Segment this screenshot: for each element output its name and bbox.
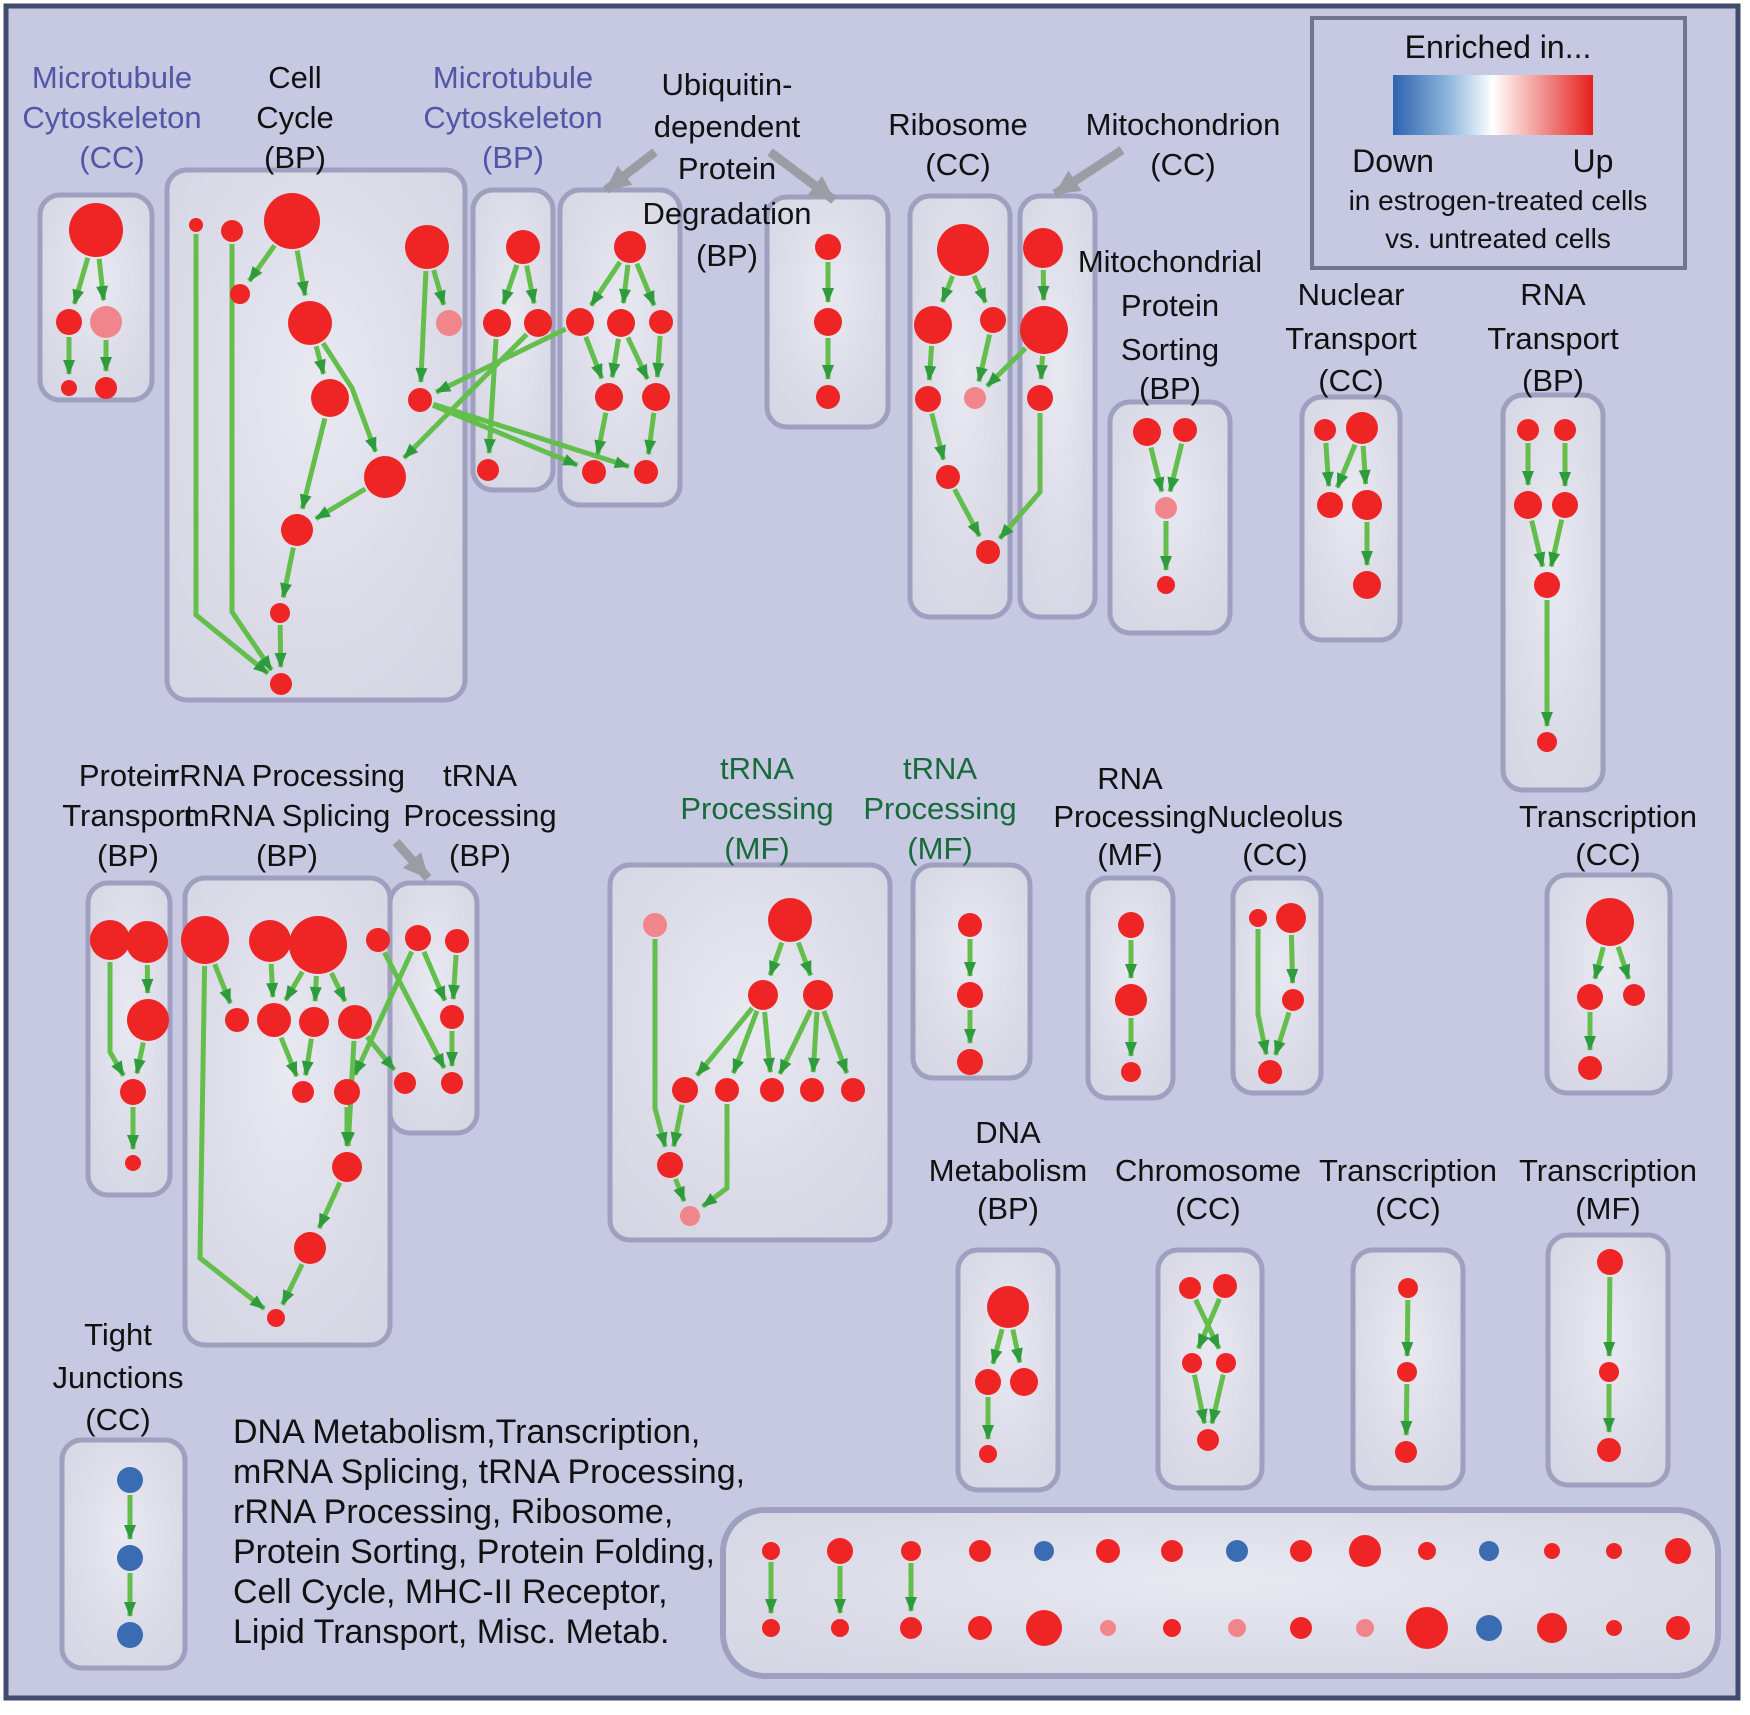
rna-processing-mf-label: Processing (1053, 799, 1207, 834)
node-pink (964, 387, 986, 409)
node-red (1020, 306, 1068, 354)
node-red (1115, 984, 1147, 1016)
node-red (975, 1369, 1001, 1395)
node-red (642, 383, 670, 411)
node-red (900, 1617, 922, 1639)
node-red (1398, 1278, 1418, 1298)
node-red (1606, 1543, 1622, 1559)
node-red (1173, 418, 1197, 442)
node-red (1290, 1617, 1312, 1639)
mitochondrial-protein-sorting-bp-label: Sorting (1120, 332, 1220, 367)
ubiquitin-degradation-bp-1-label: Degradation (642, 196, 812, 231)
misc-categories-text-line: Cell Cycle, MHC-II Receptor, (233, 1573, 668, 1611)
mitochondrial-protein-sorting-bp-label: Protein (1120, 288, 1220, 323)
node-red (1577, 984, 1603, 1010)
edge-arrow (271, 964, 273, 997)
node-red (1578, 1056, 1602, 1080)
node-red (614, 231, 646, 263)
node-red (987, 1286, 1029, 1328)
node-red (1249, 909, 1267, 927)
node-red (969, 1540, 991, 1562)
node-blue (1476, 1615, 1502, 1641)
legend-up-label: Up (1572, 143, 1614, 179)
ubiquitin-degradation-bp-1-label: Protein (677, 151, 777, 186)
node-red (1586, 898, 1634, 946)
node-red (1418, 1542, 1436, 1560)
node-red (292, 1081, 314, 1103)
node-red (1397, 1362, 1417, 1382)
node-blue (1479, 1541, 1499, 1561)
misc-categories-text-line: Lipid Transport, Misc. Metab. (233, 1613, 670, 1651)
node-red (1216, 1353, 1236, 1373)
node-blue (117, 1467, 143, 1493)
node-red (1258, 1060, 1282, 1084)
node-red (657, 1152, 683, 1178)
node-pink (1228, 1619, 1246, 1637)
node-red (1349, 1535, 1381, 1567)
trna-processing-mf-2-label: tRNA (902, 751, 978, 786)
node-red (221, 220, 243, 242)
node-red (1179, 1277, 1201, 1299)
node-red (1534, 572, 1560, 598)
node-red (311, 379, 349, 417)
node-red (957, 1049, 983, 1075)
edge-arrow (453, 955, 456, 999)
node-red (1182, 1353, 1202, 1373)
node-red (257, 1003, 291, 1037)
trna-processing-bp-label: (BP) (449, 838, 511, 873)
microtubule-cytoskeleton-bp-label: Microtubule (432, 60, 594, 95)
chromosome-cc-label: Chromosome (1114, 1153, 1302, 1188)
trna-processing-bp-box (390, 883, 477, 1133)
node-pink (436, 310, 462, 336)
node-red (230, 284, 250, 304)
node-red (831, 1619, 849, 1637)
rna-processing-mf-label: (MF) (1097, 837, 1163, 872)
node-red (957, 982, 983, 1008)
edge-arrow (1363, 446, 1365, 484)
node-red (1346, 412, 1378, 444)
node-red (748, 980, 778, 1010)
mitochondrion-cc-label: (CC) (1150, 147, 1216, 182)
node-red (841, 1078, 865, 1102)
rna-transport-bp-label: Transport (1487, 321, 1619, 356)
node-red (760, 1078, 784, 1102)
nucleolus-cc-label: (CC) (1242, 837, 1308, 872)
dna-metabolism-bp-label: DNA (975, 1115, 1041, 1150)
protein-transport-bp-label: (BP) (97, 838, 159, 873)
node-red (1317, 492, 1343, 518)
node-red (477, 459, 499, 481)
node-red (1597, 1438, 1621, 1462)
transcription-cc-2-label: (CC) (1375, 1191, 1441, 1226)
microtubule-cytoskeleton-cc-label: Microtubule (31, 60, 193, 95)
node-red (915, 386, 941, 412)
node-red (1161, 1540, 1183, 1562)
node-red (288, 301, 332, 345)
node-red (814, 308, 842, 336)
node-red (968, 1616, 992, 1640)
node-blue (1034, 1541, 1054, 1561)
node-red (90, 920, 130, 960)
node-red (127, 999, 169, 1041)
chromosome-cc-box (1158, 1250, 1262, 1488)
transcription-cc-2-label: Transcription (1318, 1153, 1498, 1188)
rna-transport-bp-label: RNA (1520, 277, 1586, 312)
node-red (1213, 1274, 1237, 1298)
tight-junctions-cc-label: (CC) (85, 1402, 151, 1437)
node-blue (117, 1622, 143, 1648)
node-red (1118, 912, 1144, 938)
node-red (762, 1619, 780, 1637)
node-red (1599, 1362, 1619, 1382)
rrna-processing-mrna-splicing-bp-label: mRNA Splicing (183, 798, 391, 833)
node-red (1554, 419, 1576, 441)
dna-metabolism-bp-label: Metabolism (928, 1153, 1088, 1188)
node-red (289, 916, 347, 974)
node-red (270, 603, 290, 623)
edge-arrow (1291, 935, 1292, 983)
node-red (506, 230, 540, 264)
node-red (61, 380, 77, 396)
ribosome-cc-label: Ribosome (888, 107, 1028, 142)
legend-down-label: Down (1352, 143, 1434, 179)
node-red (483, 309, 511, 337)
edge-arrow (1609, 1277, 1610, 1356)
nuclear-transport-cc-label: (CC) (1318, 363, 1384, 398)
node-red (1537, 732, 1557, 752)
transcription-cc-1-label: Transcription (1518, 799, 1698, 834)
node-red (56, 309, 82, 335)
node-red (1544, 1543, 1560, 1559)
node-red (914, 306, 952, 344)
node-red (366, 928, 390, 952)
microtubule-cytoskeleton-bp-label: Cytoskeleton (423, 100, 603, 135)
node-red (607, 309, 635, 337)
node-red (937, 224, 989, 276)
node-red (1517, 419, 1539, 441)
transcription-mf-label: Transcription (1518, 1153, 1698, 1188)
mitochondrial-protein-sorting-bp-label: Mitochondrial (1077, 244, 1263, 279)
cell-cycle-bp-label: Cell (268, 60, 322, 95)
node-red (1395, 1441, 1417, 1463)
node-red (816, 385, 840, 409)
transcription-cc-1-label: (CC) (1575, 837, 1641, 872)
misc-categories-text-line: mRNA Splicing, tRNA Processing, (233, 1453, 746, 1491)
node-red (270, 673, 292, 695)
mitochondrial-protein-sorting-bp-label: (BP) (1139, 371, 1201, 406)
node-red (1665, 1538, 1691, 1564)
nuclear-transport-cc-label: Transport (1285, 321, 1417, 356)
node-red (582, 460, 606, 484)
misc-categories-text-line: DNA Metabolism,Transcription, (233, 1413, 701, 1451)
node-red (595, 383, 623, 411)
node-red (120, 1079, 146, 1105)
node-red (762, 1542, 780, 1560)
legend-subtitle-line1: in estrogen-treated cells (1348, 185, 1648, 216)
edge-arrow (657, 336, 660, 377)
node-red (1163, 1619, 1181, 1637)
trna-processing-mf-1-label: Processing (680, 791, 834, 826)
misc-categories-text-line: Protein Sorting, Protein Folding, (233, 1533, 715, 1571)
rrna-processing-mrna-splicing-bp-label: rRNA Processing (168, 758, 406, 793)
node-red (364, 456, 406, 498)
node-red (1157, 576, 1175, 594)
trna-processing-mf-1-label: tRNA (719, 751, 795, 786)
legend-subtitle-line2: vs. untreated cells (1385, 223, 1611, 254)
node-red (958, 913, 982, 937)
microtubule-cytoskeleton-cc-label: (CC) (79, 140, 145, 175)
misc-categories-panel-box (723, 1510, 1718, 1676)
node-red (1597, 1249, 1623, 1275)
edge-arrow (929, 346, 931, 380)
protein-transport-bp-label: Transport (62, 798, 194, 833)
rrna-processing-mrna-splicing-bp-label: (BP) (256, 838, 318, 873)
node-red (1406, 1607, 1448, 1649)
node-pink (90, 306, 122, 338)
node-red (1606, 1620, 1622, 1636)
mitochondrion-cc-label: Mitochondrion (1085, 107, 1281, 142)
node-red (264, 193, 320, 249)
node-red (334, 1079, 360, 1105)
node-red (980, 307, 1006, 333)
transcription-mf-label: (MF) (1575, 1191, 1641, 1226)
node-red (181, 916, 229, 964)
edge-arrow (1326, 443, 1329, 486)
node-red (566, 308, 594, 336)
dna-metabolism-bp-label: (BP) (977, 1191, 1039, 1226)
node-red (1623, 984, 1645, 1006)
nucleolus-cc-box (1233, 878, 1321, 1093)
trna-processing-bp-label: tRNA (442, 758, 518, 793)
legend-title: Enriched in... (1404, 29, 1592, 65)
node-red (976, 540, 1000, 564)
node-red (441, 1072, 463, 1094)
node-pink (1356, 1619, 1374, 1637)
edge-arrow (1406, 1384, 1407, 1435)
trna-processing-bp-label: Processing (403, 798, 557, 833)
node-red (1282, 989, 1304, 1011)
rna-processing-mf-label: RNA (1097, 761, 1163, 796)
chromosome-cc-label: (CC) (1175, 1191, 1241, 1226)
node-red (125, 1155, 141, 1171)
node-pink (1100, 1620, 1116, 1636)
tight-junctions-cc-label: Junctions (52, 1360, 184, 1395)
node-red (267, 1309, 285, 1327)
protein-transport-bp-label: Protein (78, 758, 178, 793)
node-red (1552, 492, 1578, 518)
node-red (803, 980, 833, 1010)
rna-transport-bp-label: (BP) (1522, 363, 1584, 398)
microtubule-cytoskeleton-cc-label: Cytoskeleton (22, 100, 202, 135)
node-red (249, 920, 291, 962)
legend-gradient-bar (1393, 75, 1593, 135)
nuclear-transport-cc-label: Nuclear (1297, 277, 1405, 312)
node-red (1276, 903, 1306, 933)
node-blue (1226, 1540, 1248, 1562)
node-red (1537, 1613, 1567, 1643)
node-red (1133, 418, 1161, 446)
node-red (281, 514, 313, 546)
node-red (299, 1007, 329, 1037)
edge-arrow (1407, 1300, 1408, 1356)
cell-cycle-bp-label: (BP) (264, 140, 326, 175)
node-red (524, 309, 552, 337)
node-red (979, 1445, 997, 1463)
node-pink (643, 913, 667, 937)
node-red (715, 1078, 739, 1102)
node-red (936, 465, 960, 489)
node-red (1290, 1540, 1312, 1562)
node-red (1353, 571, 1381, 599)
microtubule-cytoskeleton-bp-label: (BP) (482, 140, 544, 175)
trna-processing-mf-2-label: (MF) (907, 831, 973, 866)
node-red (800, 1078, 824, 1102)
node-red (827, 1538, 853, 1564)
cell-cycle-bp-label: Cycle (256, 100, 334, 135)
node-red (405, 225, 449, 269)
node-red (1666, 1616, 1690, 1640)
tight-junctions-cc-label: Tight (84, 1317, 152, 1352)
node-red (1096, 1539, 1120, 1563)
ubiquitin-degradation-bp-1-label: (BP) (696, 238, 758, 273)
node-red (634, 460, 658, 484)
node-red (815, 234, 841, 260)
trna-processing-mf-1-label: (MF) (724, 831, 790, 866)
node-pink (1155, 497, 1177, 519)
node-red (294, 1232, 326, 1264)
node-red (95, 377, 117, 399)
node-red (408, 388, 432, 412)
misc-categories-text-line: rRNA Processing, Ribosome, (233, 1493, 674, 1531)
node-red (338, 1005, 372, 1039)
ribosome-cc-label: (CC) (925, 147, 991, 182)
ubiquitin-degradation-bp-1-label: dependent (653, 109, 801, 144)
node-red (189, 218, 203, 232)
node-red (225, 1008, 249, 1032)
node-blue (117, 1545, 143, 1571)
node-pink (680, 1206, 700, 1226)
node-red (1023, 228, 1063, 268)
edge-arrow (1041, 356, 1042, 379)
node-red (1026, 1610, 1062, 1646)
node-red (1121, 1062, 1141, 1082)
node-red (126, 921, 168, 963)
node-red (394, 1072, 416, 1094)
edge-arrow (280, 625, 281, 667)
node-red (69, 203, 123, 257)
node-red (445, 929, 469, 953)
node-red (1010, 1368, 1038, 1396)
node-red (1314, 419, 1336, 441)
edge-arrow (315, 976, 316, 1001)
trna-processing-mf-2-label: Processing (863, 791, 1017, 826)
node-red (405, 925, 431, 951)
node-red (1352, 490, 1382, 520)
node-red (672, 1077, 698, 1103)
node-red (768, 898, 812, 942)
node-red (1027, 385, 1053, 411)
node-red (440, 1005, 464, 1029)
nucleolus-cc-label: Nucleolus (1206, 799, 1344, 834)
node-red (332, 1152, 362, 1182)
node-red (1514, 491, 1542, 519)
node-red (901, 1541, 921, 1561)
node-red (1197, 1429, 1219, 1451)
node-red (649, 310, 673, 334)
ubiquitin-degradation-bp-1-label: Ubiquitin- (661, 67, 793, 102)
